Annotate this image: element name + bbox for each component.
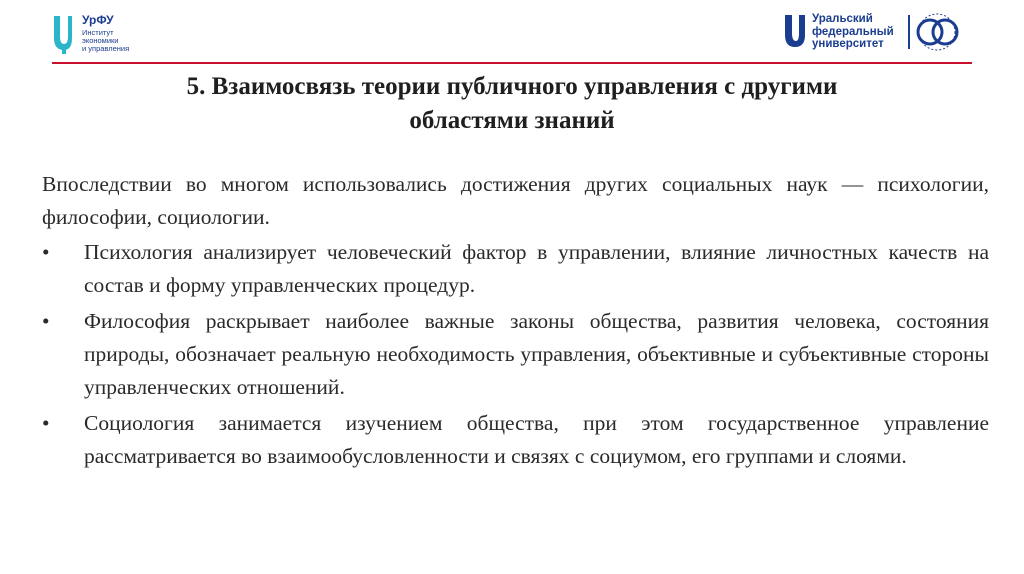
left-logo-subtitle [82, 29, 129, 53]
urfu-u-logo-icon [784, 13, 806, 51]
bullet-text: Социология занимается изучением общества, при этом государственное управление рассматривается во взаимообусловленности и связях с социумом, его группами и слоями. [84, 411, 989, 468]
intro-paragraph: Впоследствии во многом использовались достижения других социальных наук — психологии, философии, социологии. [42, 172, 989, 229]
urfu-institute-logo [52, 14, 129, 54]
left-logo-sub-line: экономики [82, 36, 119, 45]
right-logo-line: Уральский [812, 13, 873, 26]
bullet-list [42, 236, 989, 473]
slide-title [52, 70, 972, 138]
list-item [42, 407, 989, 473]
header-divider-line [52, 62, 972, 64]
logo-divider [908, 15, 910, 49]
bullet-symbol: • [42, 309, 50, 333]
left-logo-sub-line: Институт [82, 28, 114, 37]
bullet-symbol: • [42, 240, 50, 264]
bullet-symbol: • [42, 411, 50, 435]
urfu-university-logo [784, 12, 960, 52]
right-logo-line: федеральный [812, 25, 894, 38]
bullet-text: Философия раскрывает наиболее важные законы общества, развития человека, состояния природы, обозначает реальную необходимость управления, объективные и субъективные стороны управленческих отношений. [84, 309, 989, 399]
bullet-text: Психология анализирует человеческий фактор в управлении, влияние личностных качеств на состав и форму управленческих процедур. [84, 240, 989, 297]
slide-title-line: областями знаний [409, 107, 615, 134]
slide-title-line: 5. Взаимосвязь теории публичного управления с другими [186, 73, 838, 100]
right-logo-line: университет [812, 38, 884, 51]
right-logo-text [812, 13, 894, 51]
list-item [42, 305, 989, 404]
left-logo-sub-line: и управления [82, 44, 130, 53]
left-logo-brand: УрФУ [82, 13, 114, 27]
slide-body [42, 168, 989, 476]
left-logo-text [82, 14, 129, 53]
list-item [42, 236, 989, 302]
urfu-u-logo-icon [52, 14, 74, 54]
anniversary-emblem-icon [916, 12, 960, 52]
